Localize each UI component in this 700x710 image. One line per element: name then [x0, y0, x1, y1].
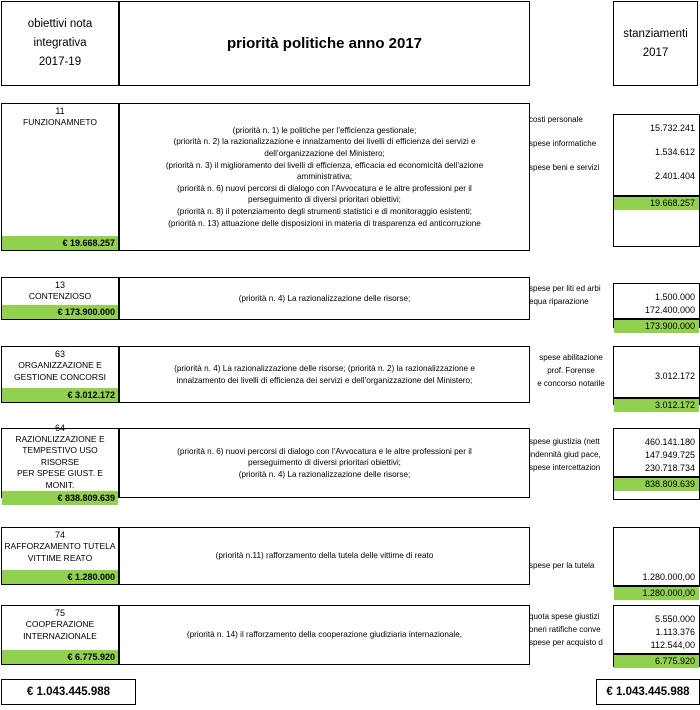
allocation-subtotal: 1.280.000,00 — [614, 585, 699, 600]
objective-code: 74 — [54, 530, 65, 540]
header-allocations-line-1: stanziamenti — [623, 27, 688, 40]
detail-label: oneri ratifiche conve — [529, 625, 601, 634]
priority-line: (priorità n. 13) attuazione delle disposizioni in materia di trasparenza ed anticorruzione — [168, 218, 481, 228]
header-cell-priorities — [119, 1, 530, 86]
priorities-text — [120, 629, 529, 641]
objective-total: € 6.775.920 — [2, 650, 118, 664]
detail-label: equa riparazione — [529, 297, 589, 306]
priority-line: perseguimento di diversi prioritari obiettivi; — [248, 195, 401, 205]
detail-labels-64 — [529, 436, 613, 475]
priority-line: (priorità n. 4) La razionalizzazione delle risorse; — [238, 469, 411, 479]
grand-total-right: € 1.043.445.988 — [596, 679, 700, 705]
objective-code: 63 — [54, 349, 65, 359]
grand-total-left: € 1.043.445.988 — [1, 679, 136, 705]
priority-line: (priorità n. 3) il miglioramento dei livelli di efficienza, efficacia ed economicità dell’azione — [165, 160, 484, 170]
priorities-text — [120, 363, 529, 386]
detail-label: e concorso notarile — [537, 379, 605, 388]
priority-line: innalzamento dei livelli di efficienza dei servizi e dell’organizzazione del Ministero; — [176, 375, 473, 385]
allocations-cell-75 — [613, 605, 700, 667]
spacer — [614, 528, 699, 572]
allocation-subtotal: 19.668.257 — [614, 195, 699, 210]
objective-code: 75 — [54, 608, 65, 618]
detail-amount: 112.544,00 — [650, 640, 695, 650]
priority-line: (priorità n. 6) nuovi percorsi di dialogo con l’Avvocatura e le altre professioni per il — [177, 183, 472, 193]
detail-amount: 1.534.612 — [654, 147, 695, 157]
priorities-text — [120, 293, 529, 305]
detail-labels-74 — [529, 560, 613, 573]
objective-cell-13 — [1, 277, 119, 320]
detail-label: spese informatiche — [529, 139, 597, 148]
objective-name: TEMPESTIVO USO RISORSE — [22, 445, 98, 467]
header-objectives-line-3: 2017-19 — [38, 56, 82, 68]
objective-code: 13 — [54, 280, 65, 290]
priority-line: (priorità n. 6) nuovi percorsi di dialogo con l’Avvocatura e le altre professioni per il — [177, 446, 472, 456]
priorities-cell-13 — [119, 277, 530, 320]
priority-line: (priorità n. 2) la razionalizzazione e innalzamento dei livelli di efficienza dei servizi e — [173, 137, 476, 147]
objective-cell-63 — [1, 346, 119, 403]
priorities-cell-63 — [119, 346, 530, 403]
objective-name: CONTENZIOSO — [28, 291, 92, 301]
allocations-cell-13 — [613, 283, 700, 331]
spacer — [614, 115, 699, 123]
spacer — [614, 429, 699, 437]
priorities-text — [120, 125, 529, 229]
detail-amount: 3.012.172 — [654, 371, 695, 381]
detail-label: spese giustizia (nett — [529, 437, 600, 446]
allocations-cell-74 — [613, 527, 700, 598]
priorities-cell-75 — [119, 605, 530, 665]
objective-name: RAFFORZAMENTO TUTELA — [4, 541, 116, 551]
priority-line: (priorità n.11) rafforzamento della tutela delle vittime di reato — [215, 551, 434, 561]
allocation-subtotal: 6.775.920 — [614, 653, 699, 668]
priority-line: (priorità n. 4) La razionalizzazione delle risorse; — [238, 293, 411, 303]
objective-name: RAZIONLIZZAZIONE E — [15, 433, 105, 444]
objective-total: € 173.900.000 — [2, 305, 118, 319]
objective-total: € 3.012.172 — [2, 388, 118, 402]
detail-label: spese per liti ed arbi — [529, 284, 601, 293]
detail-amount: 5.550.000 — [654, 614, 695, 624]
detail-label: spese beni e servizi — [529, 163, 600, 172]
spacer — [614, 284, 699, 292]
priorities-cell-74 — [119, 527, 530, 585]
detail-amount: 15.732.241 — [649, 123, 695, 133]
allocation-subtotal: 3.012.172 — [614, 397, 699, 412]
detail-labels-63 — [529, 352, 613, 391]
detail-amount: 1.280.000,00 — [642, 572, 695, 582]
priorities-cell-64 — [119, 428, 530, 498]
objective-cell-64 — [1, 422, 119, 504]
objective-name: ORGANIZZAZIONE E — [18, 360, 102, 370]
detail-label: spese per acquisto d — [529, 638, 603, 647]
detail-labels-75 — [529, 611, 613, 650]
detail-label: spese abilitazione — [539, 353, 603, 362]
objective-code: 64 — [54, 422, 65, 433]
detail-amount — [614, 358, 699, 370]
detail-labels-13 — [529, 283, 613, 309]
detail-label: spese intercettazion — [529, 463, 601, 472]
priority-line: dell’organizzazione del Ministero; — [264, 149, 385, 159]
objective-name: FUNZIONAMNETO — [23, 117, 97, 127]
priority-line: perseguimento di diversi prioritari obiettivi; — [248, 458, 401, 468]
allocations-cell-64 — [613, 428, 700, 500]
detail-label: costi personale — [529, 115, 583, 124]
header-priorities-label: priorità politiche anno 2017 — [226, 35, 423, 52]
detail-amount: 147.949.725 — [644, 450, 695, 460]
spacer — [614, 347, 699, 358]
header-objectives-line-1: obiettivi nota — [27, 18, 93, 30]
header-allocations-line-2: 2017 — [642, 46, 669, 59]
priorities-text — [120, 446, 529, 481]
detail-label: quota spese giustizi — [529, 612, 600, 621]
objective-cell-74 — [1, 527, 119, 585]
priority-line: (priorità n. 8) il potenziamento degli strumenti statistici e di monitoraggio esistenti; — [177, 206, 472, 216]
spacer — [2, 129, 118, 237]
objective-code: 11 — [55, 106, 65, 116]
priority-line: amministrativa; — [296, 172, 353, 182]
objective-total: € 838.809.639 — [2, 491, 118, 505]
allocations-cell-11 — [613, 114, 700, 247]
priority-line: (priorità n. 14) il rafforzamento della cooperazione giudiziaria internazionale, — [186, 630, 463, 640]
detail-amount — [614, 384, 699, 396]
detail-label: prof. Forense — [547, 366, 595, 375]
detail-amount: 230.718.734 — [644, 463, 695, 473]
priority-line: (priorità n. 4) La razionalizzazione delle risorse; (priorità n. 2) la razionalizzazione e — [174, 363, 475, 373]
objective-name: INTERNAZIONALE — [23, 630, 97, 641]
objective-name: PER SPESE GIUST. E MONIT. — [17, 468, 103, 490]
detail-amount: 460.141.180 — [644, 437, 695, 447]
detail-labels-11 — [529, 114, 613, 186]
allocation-subtotal: 173.900.000 — [614, 318, 699, 333]
detail-label: spese per la tutela — [529, 561, 595, 570]
spacer — [614, 606, 699, 614]
priorities-text — [120, 550, 529, 562]
objective-total: € 19.668.257 — [2, 236, 118, 250]
header-objectives-line-2: integrativa — [33, 37, 87, 49]
objective-cell-11 — [1, 103, 119, 251]
detail-amount: 172.400.000 — [644, 305, 695, 315]
objective-cell-75 — [1, 605, 119, 665]
header-cell-objectives — [1, 1, 119, 86]
objective-name: GESTIONE CONCORSI — [13, 371, 107, 382]
detail-amount: 1.500.000 — [654, 292, 695, 302]
detail-amount: 1.113.376 — [655, 627, 695, 637]
priorities-cell-11 — [119, 103, 530, 251]
header-cell-allocations — [613, 1, 698, 86]
detail-amount: 2.401.404 — [654, 171, 695, 181]
allocation-subtotal: 838.809.639 — [614, 476, 699, 491]
allocations-cell-63 — [613, 346, 700, 410]
detail-label: indennità giud pace, — [529, 450, 601, 459]
objective-name: VITTIME REATO — [27, 552, 93, 563]
objective-name: COOPERAZIONE — [25, 619, 95, 629]
spacer — [2, 642, 118, 650]
objective-total: € 1.280.000 — [2, 570, 118, 584]
priority-line: (priorità n. 1) le politiche per l’efficienza gestionale; — [232, 125, 417, 135]
